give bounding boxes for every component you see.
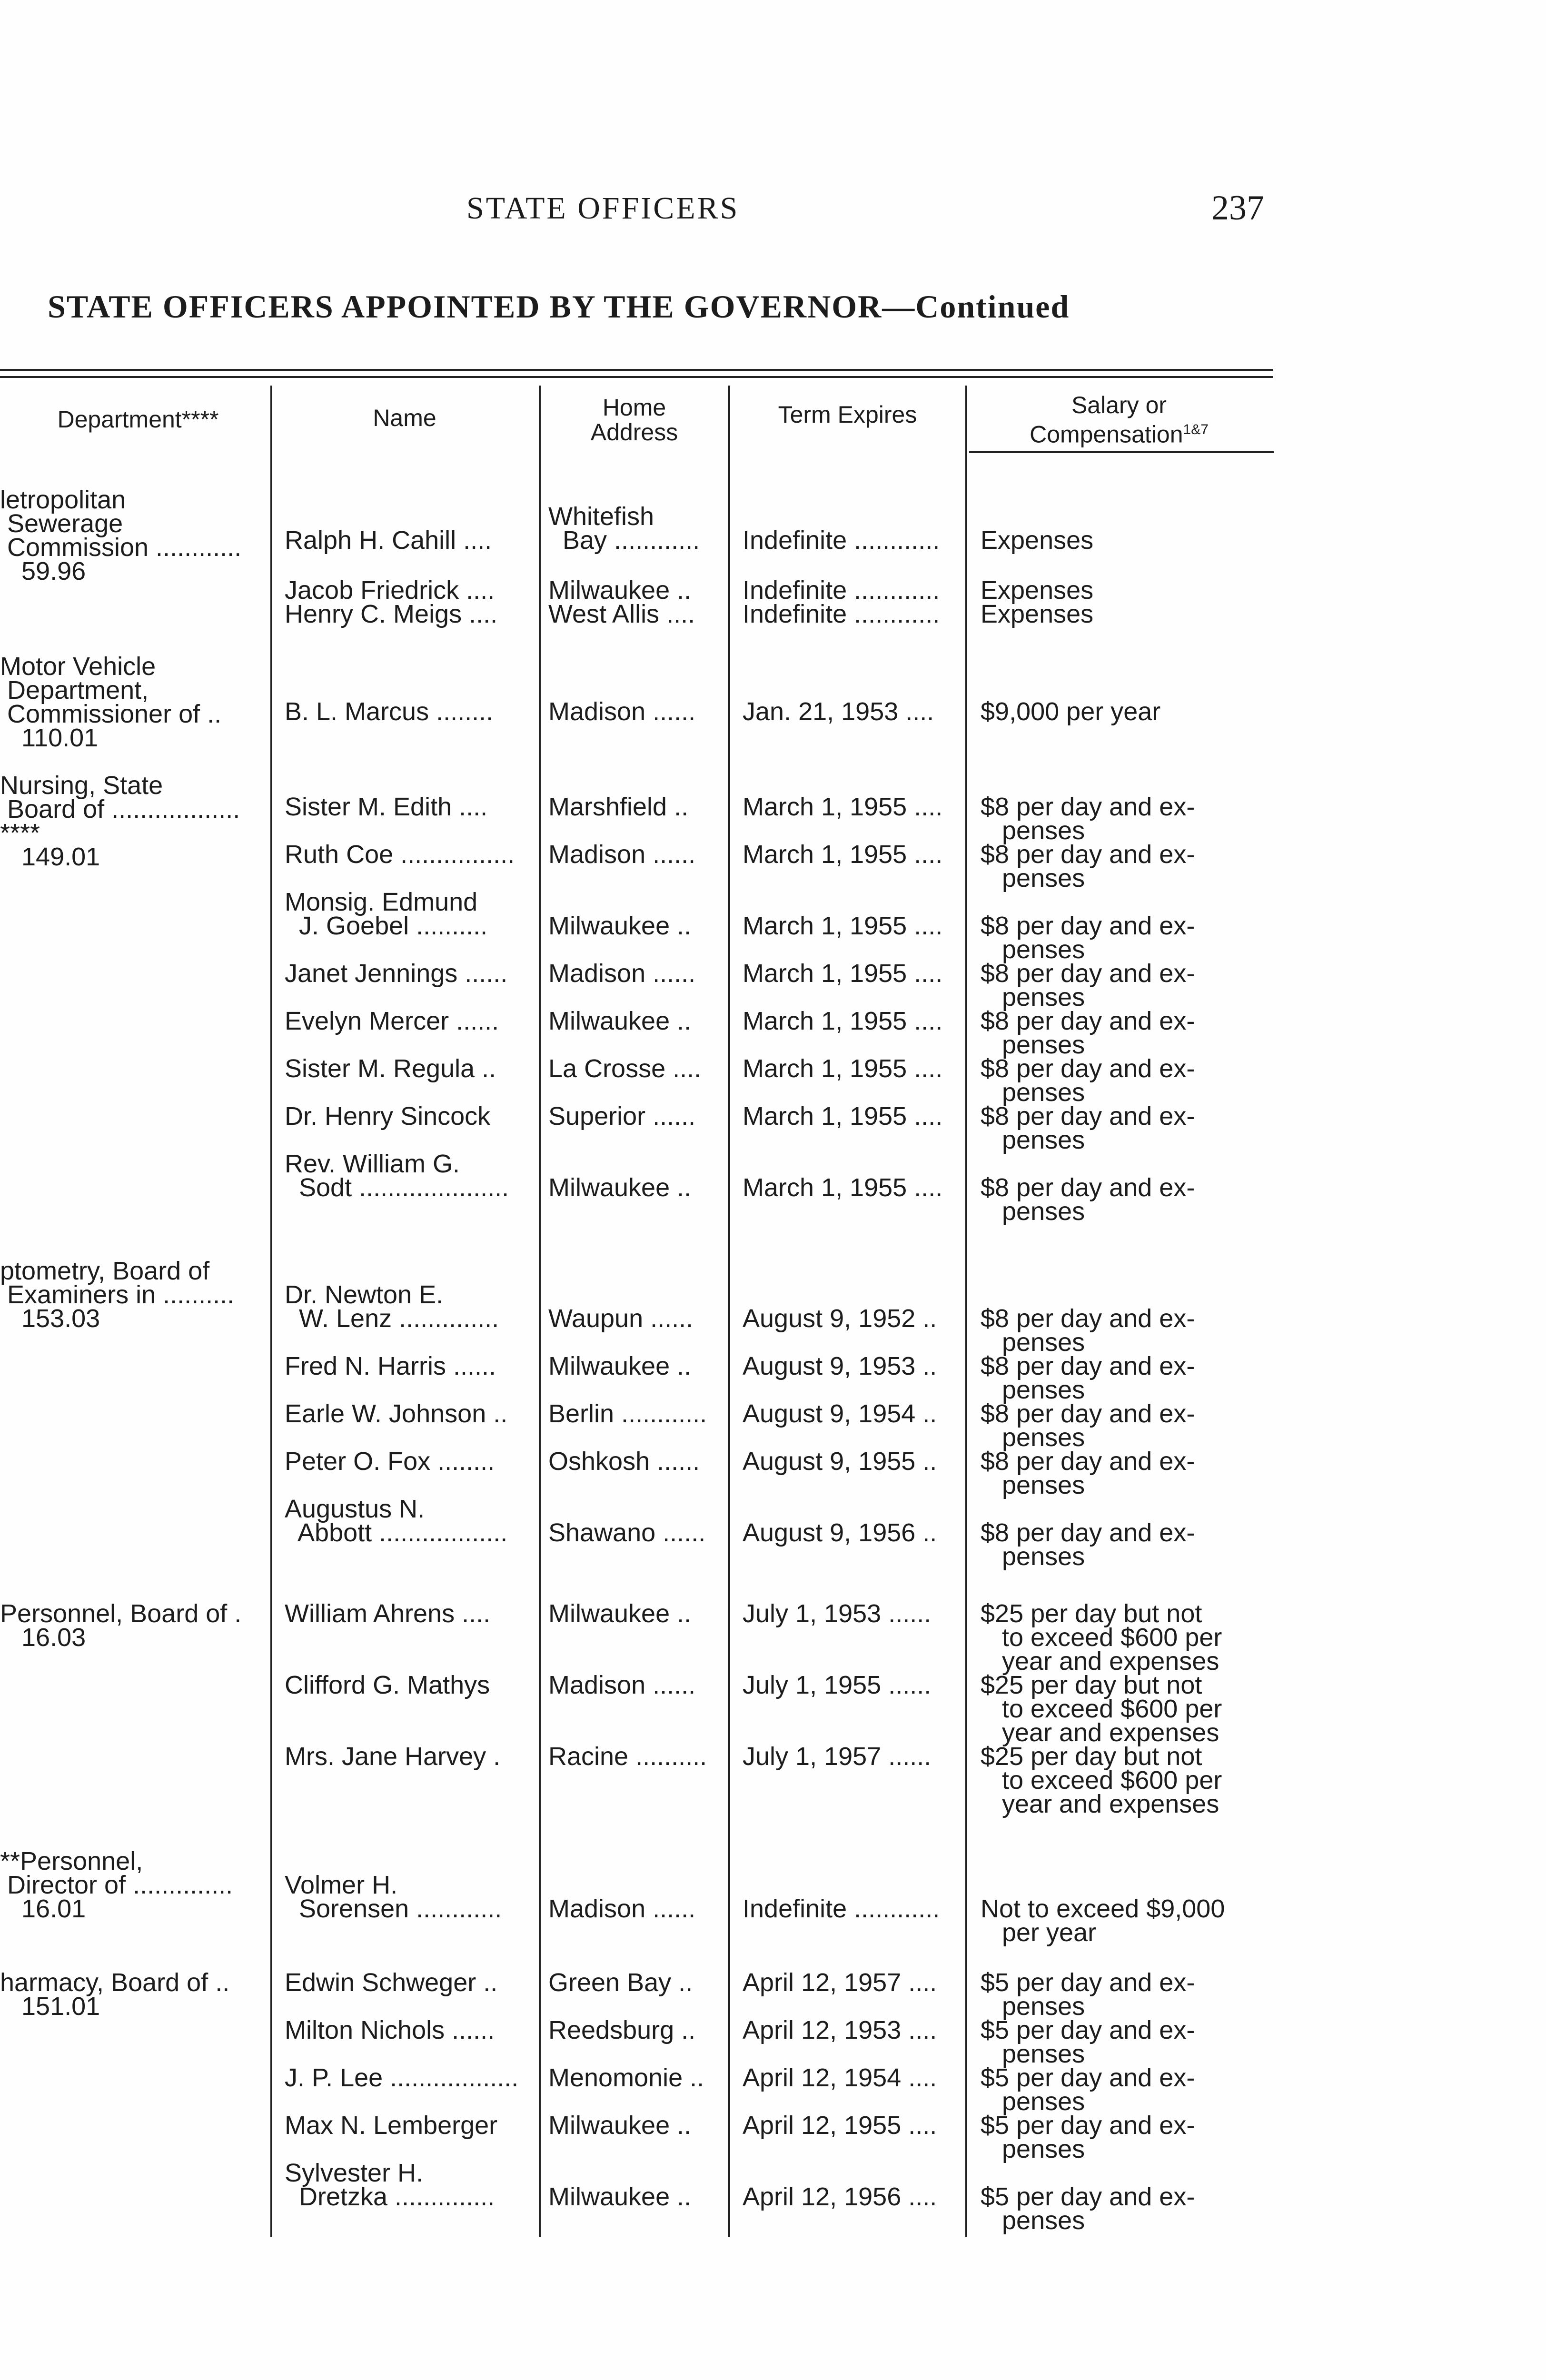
home-address: Marshfield ..	[548, 793, 689, 821]
term-expires: Indefinite ............	[743, 1894, 940, 1923]
home-address: Milwaukee ..	[548, 1352, 692, 1380]
officer-name: Sister M. Regula ..	[285, 1054, 496, 1083]
officer-name: Ruth Coe ................	[285, 840, 515, 869]
term-expires: Indefinite ............	[743, 600, 940, 628]
header-salary-line1: Salary or	[1071, 392, 1167, 418]
officer-name: Rev. William G. Sodt .....................	[285, 1150, 509, 1202]
department-cell: Nursing, State Board of .................. **** 149.01	[0, 771, 240, 871]
term-expires: March 1, 1955 ....	[743, 1102, 943, 1130]
column-divider	[539, 386, 541, 2237]
compensation: $8 per day and ex- penses	[981, 959, 1195, 1012]
term-expires: March 1, 1955 ....	[743, 1173, 943, 1202]
officer-name: Max N. Lemberger	[285, 2111, 498, 2140]
officer-name: Peter O. Fox ........	[285, 1447, 495, 1476]
home-address: Racine ..........	[548, 1742, 707, 1771]
term-expires: March 1, 1955 ....	[743, 840, 943, 869]
header-salary-text: Compensation	[1030, 421, 1183, 448]
top-double-rule-1	[0, 369, 1273, 371]
compensation: $9,000 per year	[981, 697, 1161, 726]
officer-name: Fred N. Harris ......	[285, 1352, 496, 1380]
home-address: Milwaukee ..	[548, 912, 692, 940]
compensation: $8 per day and ex- penses	[981, 1447, 1195, 1499]
compensation: $5 per day and ex- penses	[981, 2182, 1195, 2235]
home-address: La Crosse ....	[548, 1054, 702, 1083]
compensation: Not to exceed $9,000 per year	[981, 1894, 1225, 1947]
table-title: STATE OFFICERS APPOINTED BY THE GOVERNOR—Continued	[48, 288, 1070, 325]
home-address: Milwaukee ..	[548, 1599, 692, 1628]
home-address: Reedsburg ..	[548, 2016, 696, 2044]
officer-name: William Ahrens ....	[285, 1599, 491, 1628]
officer-name: Ralph H. Cahill ....	[285, 526, 492, 555]
term-expires: March 1, 1955 ....	[743, 959, 943, 988]
officer-name: Evelyn Mercer ......	[285, 1007, 499, 1035]
term-expires: March 1, 1955 ....	[743, 1054, 943, 1083]
officer-name: Earle W. Johnson ..	[285, 1399, 508, 1428]
term-expires: Indefinite ............	[743, 526, 940, 555]
header-name: Name	[373, 405, 436, 431]
header-salary-footnote: 1&7	[1183, 422, 1209, 437]
page-number: 237	[1211, 188, 1264, 228]
compensation: $25 per day but not to exceed $600 per year and expenses	[981, 1742, 1222, 1818]
compensation: $8 per day and ex- penses	[981, 1102, 1195, 1154]
compensation: $8 per day and ex- penses	[981, 1399, 1195, 1452]
home-address: Waupun ......	[548, 1304, 694, 1333]
compensation: $5 per day and ex- penses	[981, 2111, 1195, 2163]
officer-name: Volmer H. Sorensen ............	[285, 1871, 502, 1923]
header-salary-line2	[969, 417, 1269, 447]
compensation: $8 per day and ex- penses	[981, 912, 1195, 964]
home-address: Shawano ......	[548, 1518, 706, 1547]
home-address: Milwaukee ..	[548, 2182, 692, 2211]
home-address: Madison ......	[548, 840, 696, 869]
officer-name: B. L. Marcus ........	[285, 697, 494, 726]
compensation: $8 per day and ex- penses	[981, 840, 1195, 892]
officer-name: Dr. Henry Sincock	[285, 1102, 491, 1130]
home-address: Milwaukee ..	[548, 1007, 692, 1035]
home-address: Madison ......	[548, 1671, 696, 1699]
header-underline	[969, 451, 1274, 453]
home-address: Milwaukee ..	[548, 576, 692, 605]
home-address: Menomonie ..	[548, 2063, 704, 2092]
term-expires: Indefinite ............	[743, 576, 940, 605]
header-address-line1: Home	[602, 394, 666, 421]
department-cell: **Personnel, Director of .............. 16.01	[0, 1847, 233, 1923]
term-expires: April 12, 1957 ....	[743, 1968, 937, 1997]
officer-name: Sister M. Edith ....	[285, 793, 488, 821]
department-cell: harmacy, Board of .. 151.01	[0, 1968, 230, 2021]
officer-name: Clifford G. Mathys	[285, 1671, 490, 1699]
officer-name: J. P. Lee ..................	[285, 2063, 519, 2092]
term-expires: April 12, 1955 ....	[743, 2111, 937, 2140]
term-expires: Jan. 21, 1953 ....	[743, 697, 934, 726]
department-cell: letropolitan Sewerage Commission ............ 59.96	[0, 486, 242, 585]
term-expires: August 9, 1952 ..	[743, 1304, 937, 1333]
compensation: $8 per day and ex- penses	[981, 1304, 1195, 1357]
home-address: Oshkosh ......	[548, 1447, 700, 1476]
compensation: $5 per day and ex- penses	[981, 2063, 1195, 2116]
compensation: $5 per day and ex- penses	[981, 2016, 1195, 2068]
compensation: $8 per day and ex- penses	[981, 793, 1195, 845]
header-address-line2: Address	[590, 419, 678, 446]
header-department: Department****	[57, 406, 219, 433]
term-expires: July 1, 1957 ......	[743, 1742, 932, 1771]
home-address: West Allis ....	[548, 600, 695, 628]
term-expires: August 9, 1956 ..	[743, 1518, 937, 1547]
officer-name: Mrs. Jane Harvey .	[285, 1742, 501, 1771]
term-expires: July 1, 1953 ......	[743, 1599, 932, 1628]
home-address: Madison ......	[548, 697, 696, 726]
compensation: $25 per day but not to exceed $600 per year and expenses	[981, 1599, 1222, 1676]
officer-name: Milton Nichols ......	[285, 2016, 495, 2044]
term-expires: March 1, 1955 ....	[743, 1007, 943, 1035]
compensation: Expenses	[981, 526, 1094, 555]
term-expires: March 1, 1955 ....	[743, 793, 943, 821]
compensation: $5 per day and ex- penses	[981, 1968, 1195, 2021]
officer-name: Monsig. Edmund J. Goebel ..........	[285, 888, 488, 940]
term-expires: March 1, 1955 ....	[743, 912, 943, 940]
officer-name: Augustus N. Abbott ..................	[285, 1495, 508, 1547]
compensation: Expenses	[981, 600, 1094, 628]
compensation: Expenses	[981, 576, 1094, 605]
term-expires: August 9, 1954 ..	[743, 1399, 937, 1428]
compensation: $8 per day and ex- penses	[981, 1352, 1195, 1404]
term-expires: August 9, 1953 ..	[743, 1352, 937, 1380]
top-double-rule-2	[0, 376, 1273, 378]
term-expires: August 9, 1955 ..	[743, 1447, 937, 1476]
term-expires: April 12, 1956 ....	[743, 2182, 937, 2211]
compensation: $8 per day and ex- penses	[981, 1173, 1195, 1226]
officer-name: Janet Jennings ......	[285, 959, 508, 988]
officer-name: Edwin Schweger ..	[285, 1968, 498, 1997]
home-address: Whitefish Bay ............	[548, 502, 700, 555]
header-term: Term Expires	[778, 401, 917, 428]
header-salary	[969, 393, 1269, 447]
column-divider	[270, 386, 272, 2237]
officer-name: Sylvester H. Dretzka ..............	[285, 2159, 495, 2211]
term-expires: April 12, 1953 ....	[743, 2016, 937, 2044]
header-address	[543, 395, 726, 445]
column-divider	[965, 386, 967, 2237]
department-cell: Personnel, Board of . 16.03	[0, 1599, 242, 1652]
column-divider	[728, 386, 730, 2237]
officer-name: Henry C. Meigs ....	[285, 600, 498, 628]
term-expires: July 1, 1955 ......	[743, 1671, 932, 1699]
compensation: $8 per day and ex- penses	[981, 1007, 1195, 1059]
home-address: Berlin ............	[548, 1399, 707, 1428]
term-expires: April 12, 1954 ....	[743, 2063, 937, 2092]
compensation: $25 per day but not to exceed $600 per year and expenses	[981, 1671, 1222, 1747]
officer-name: Jacob Friedrick ....	[285, 576, 495, 605]
home-address: Milwaukee ..	[548, 1173, 692, 1202]
home-address: Milwaukee ..	[548, 2111, 692, 2140]
home-address: Madison ......	[548, 1894, 696, 1923]
home-address: Superior ......	[548, 1102, 696, 1130]
compensation: $8 per day and ex- penses	[981, 1054, 1195, 1107]
officer-name: Dr. Newton E. W. Lenz ..............	[285, 1280, 499, 1333]
home-address: Green Bay ..	[548, 1968, 693, 1997]
running-head: STATE OFFICERS	[466, 191, 740, 226]
home-address: Madison ......	[548, 959, 696, 988]
department-cell: ptometry, Board of Examiners in .......... 153.03	[0, 1257, 235, 1333]
department-cell: Motor Vehicle Department, Commissioner of .. 110.01	[0, 652, 222, 752]
compensation: $8 per day and ex- penses	[981, 1518, 1195, 1571]
